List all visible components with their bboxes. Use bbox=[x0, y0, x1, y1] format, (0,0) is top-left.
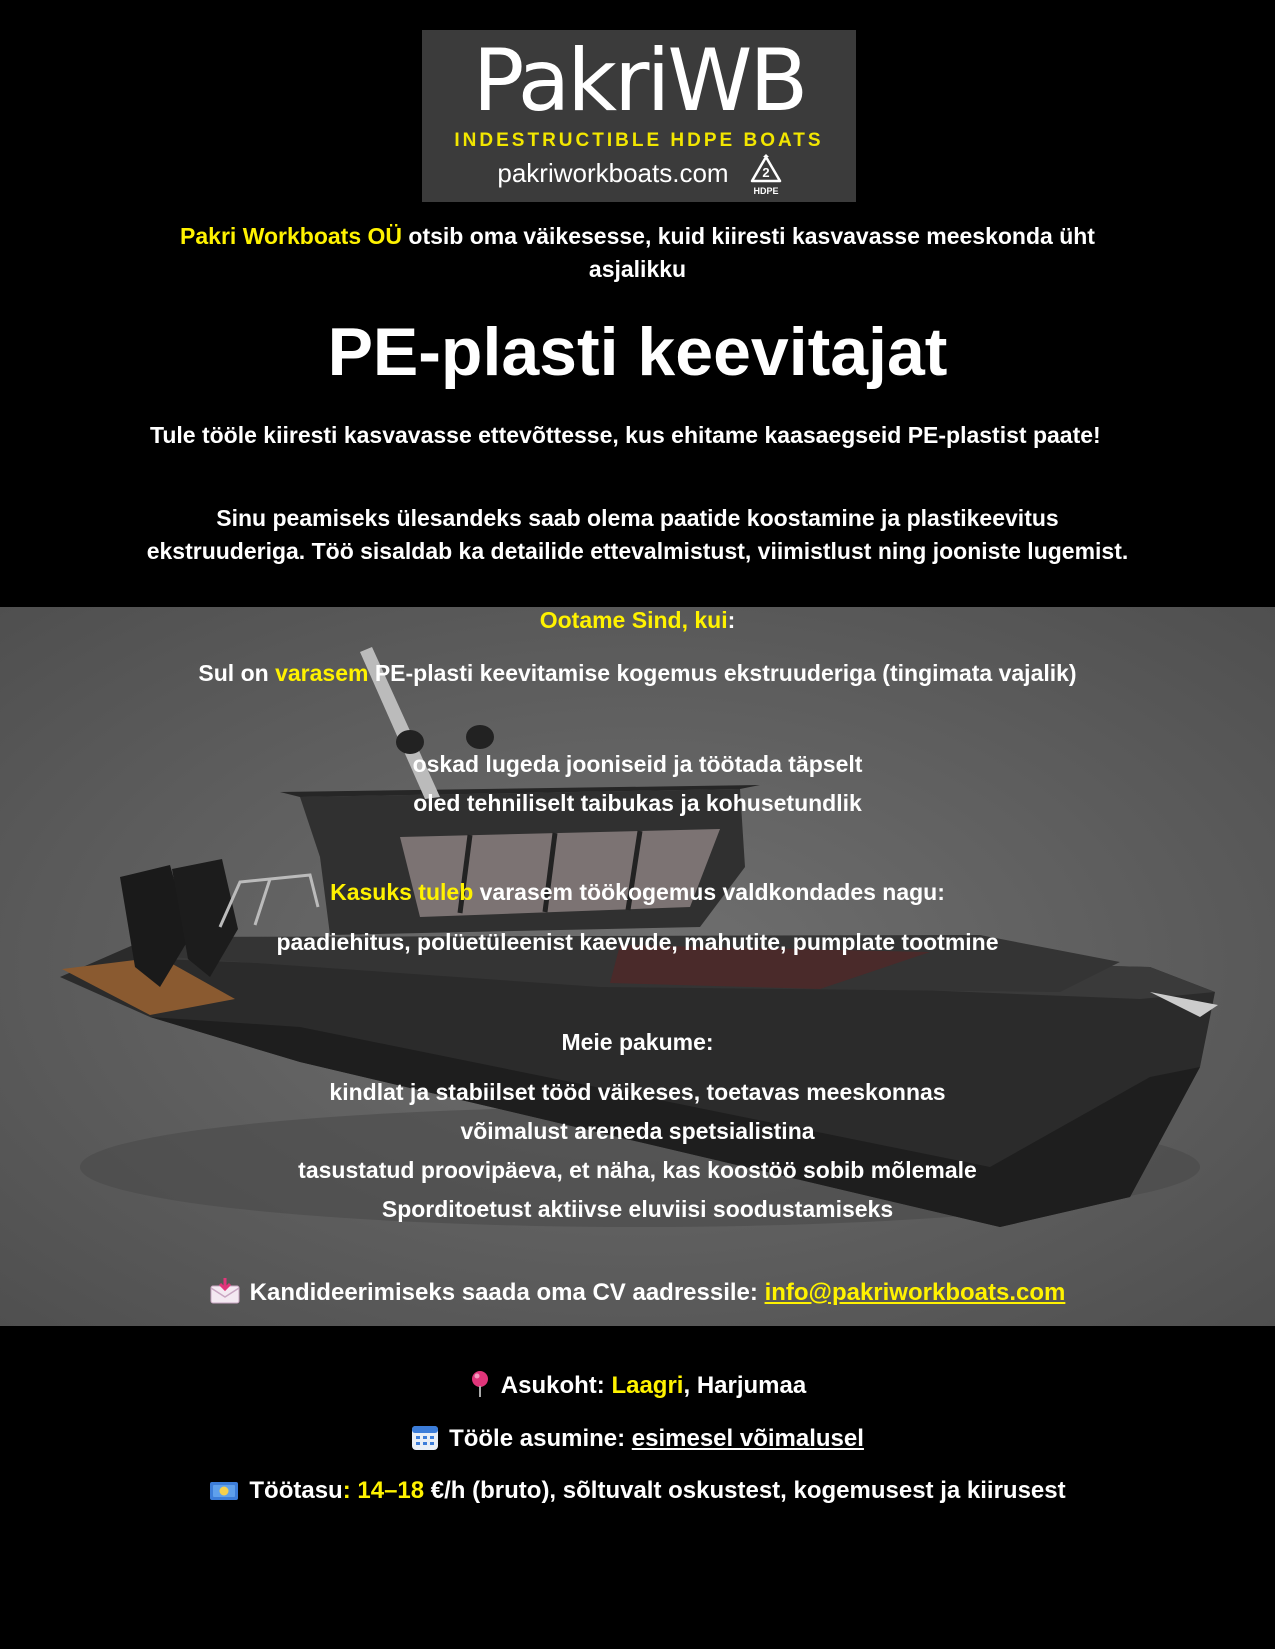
offer-item: võimalust areneda spetsialistina bbox=[460, 1118, 815, 1144]
bonus-heading: Kasuks tuleb varasem töökogemus valdkondades nagu: bbox=[330, 879, 945, 905]
apply-email-link[interactable]: info@pakriworkboats.com bbox=[764, 1279, 1066, 1306]
offer-item: kindlat ja stabiilset tööd väikeses, toetavas meeskonnas bbox=[329, 1079, 946, 1105]
salary-rest: €/h (bruto), sõltuvalt oskustest, kogemusest ja kiirusest bbox=[424, 1477, 1066, 1504]
company-logo bbox=[422, 30, 856, 202]
job-title: PE-plasti keevitajat bbox=[327, 314, 948, 390]
logo-wordmark: PakriWB bbox=[472, 31, 806, 131]
boat-image-panel bbox=[0, 607, 1275, 1326]
apply-text: Kandideerimiseks saada oma CV aadressile: bbox=[249, 1279, 765, 1306]
bonus-item: paadiehitus, polüetüleenist kaevude, mahutite, pumplate tootmine bbox=[276, 929, 999, 955]
salary-label: Töötasu bbox=[249, 1477, 343, 1504]
location-region: , Harjumaa bbox=[683, 1372, 807, 1399]
intro-text bbox=[140, 220, 1135, 286]
start-label: Tööle asumine: bbox=[449, 1425, 632, 1452]
recycle-code: HDPE bbox=[753, 186, 779, 196]
offer-heading: Meie pakume: bbox=[561, 1029, 714, 1055]
pin-icon bbox=[469, 1370, 491, 1398]
lead-text: Tule tööle kiiresti kasvavasse ettevõttesse, kus ehitame kaasaegseid PE-plastist paate! bbox=[150, 422, 1101, 448]
envelope-download-icon bbox=[210, 1278, 240, 1304]
company-name: Pakri Workboats OÜ bbox=[180, 223, 403, 249]
intro-body: otsib oma väikesesse, kuid kiiresti kasvavasse meeskonda üht asjalikku bbox=[402, 223, 1095, 282]
location-line bbox=[100, 1370, 1175, 1400]
requirement-item-3: oled tehniliselt taibukas ja kohusetundlik bbox=[413, 790, 862, 816]
logo-url: pakriworkboats.com bbox=[497, 158, 729, 188]
requirement-item-2: oskad lugeda jooniseid ja töötada täpselt bbox=[412, 751, 863, 777]
recycle-number: 2 bbox=[762, 165, 770, 180]
money-icon bbox=[209, 1479, 239, 1503]
offer-item: Sporditoetust aktiivse eluviisi soodustamiseks bbox=[381, 1196, 894, 1222]
apply-line bbox=[150, 1278, 1125, 1307]
start-value: esimesel võimalusel bbox=[631, 1425, 864, 1452]
requirements-heading: Ootame Sind, kui: bbox=[539, 607, 736, 633]
recycle-hdpe-icon bbox=[744, 154, 788, 198]
requirement-item-1: Sul on varasem PE-plasti keevitamise kogemus ekstruuderiga (tingimata vajalik) bbox=[198, 660, 1077, 686]
offer-item: tasustatud proovipäeva, et näha, kas koostöö sobib mõlemale bbox=[298, 1157, 977, 1183]
calendar-icon bbox=[411, 1423, 439, 1451]
start-line bbox=[100, 1423, 1175, 1453]
logo-tagline: INDESTRUCTIBLE HDPE BOATS bbox=[454, 130, 824, 151]
salary-line bbox=[100, 1477, 1175, 1505]
location-label: Asukoht: bbox=[500, 1372, 612, 1399]
location-place: Laagri bbox=[611, 1372, 684, 1399]
duties-text: Sinu peamiseks ülesandeks saab olema paatide koostamine ja plastikeevitus ekstruuderiga. Töö sisaldab ka detailide ettevalmistust, viimistlust ning jooniste lugemist. bbox=[146, 505, 1129, 564]
salary-range: 14–18 bbox=[357, 1477, 425, 1504]
salary-colon: : bbox=[342, 1477, 358, 1504]
